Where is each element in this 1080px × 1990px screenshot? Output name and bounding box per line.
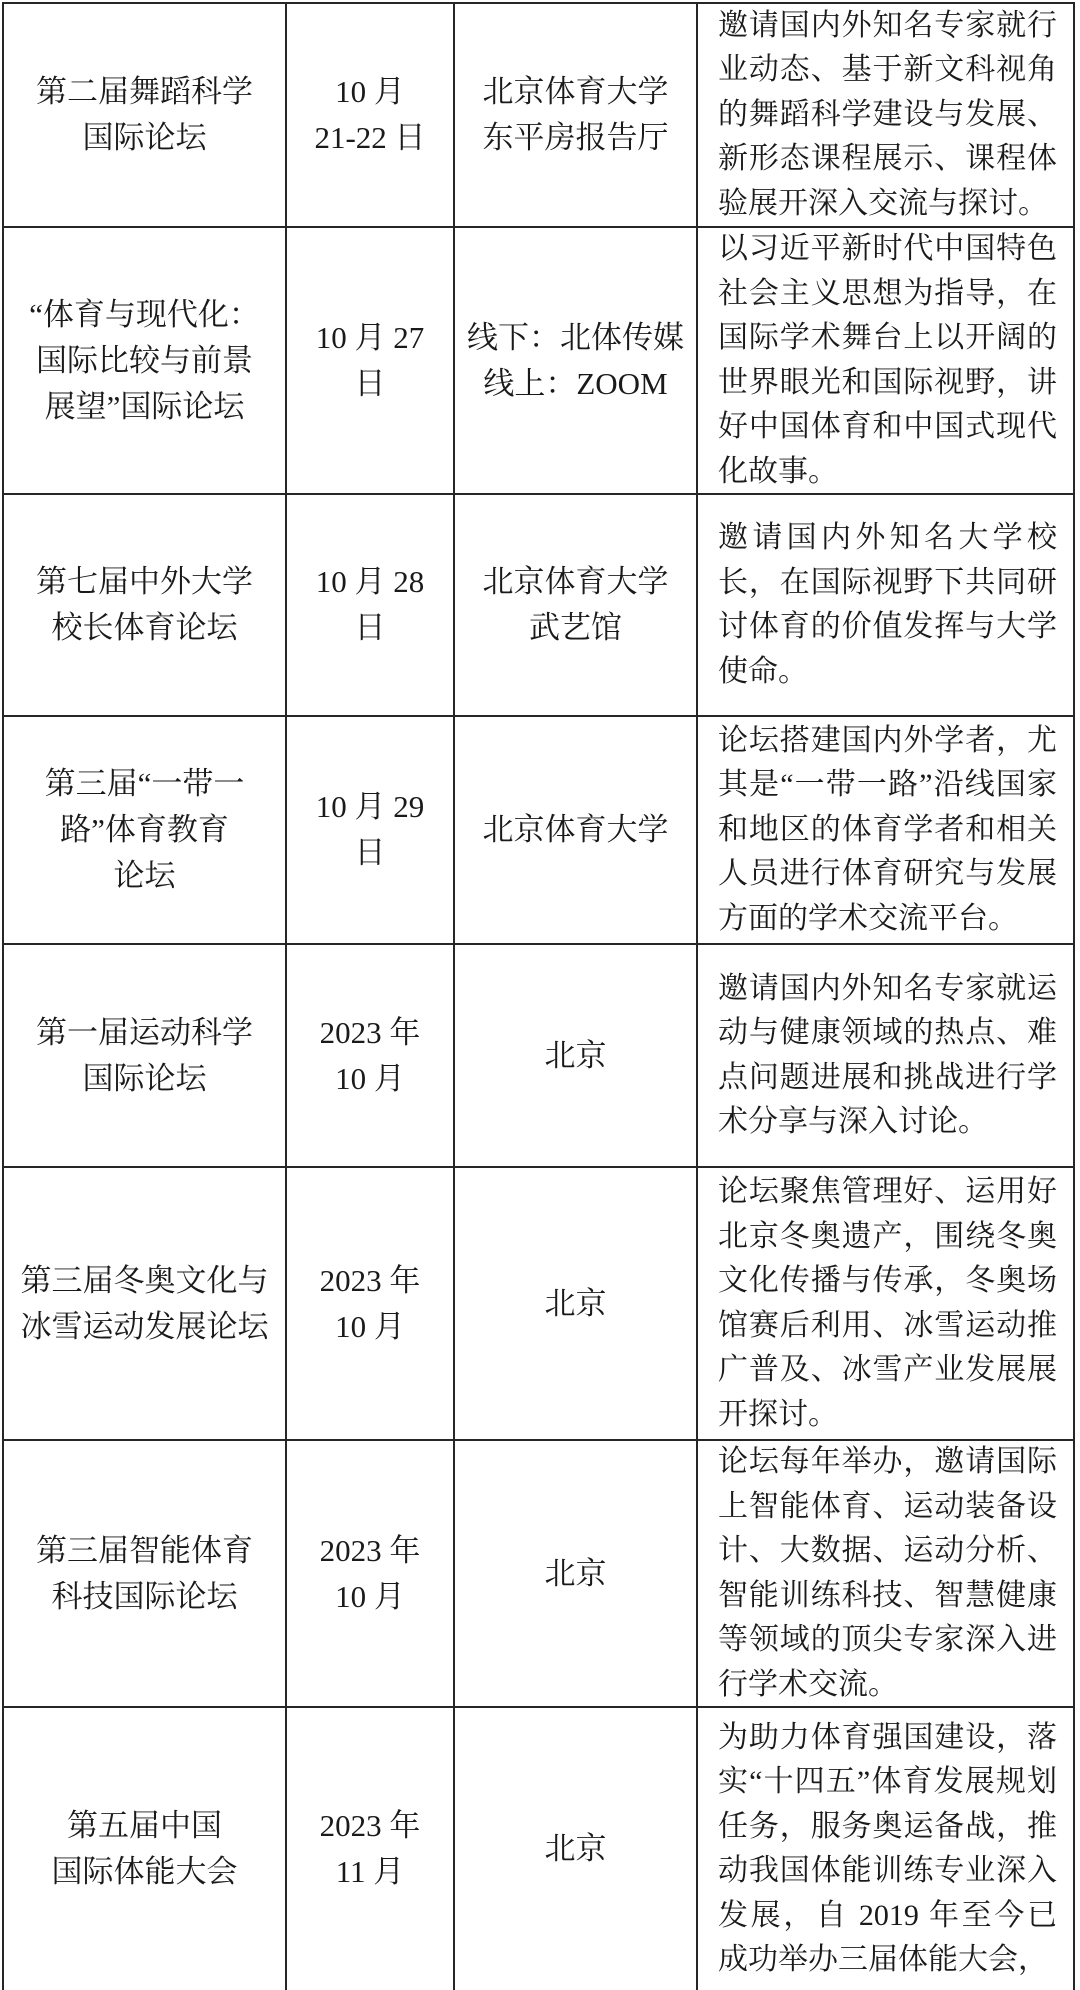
event-description-cell: [698, 495, 1075, 715]
event-description-text: 论坛每年举办，邀请国际上智能体育、运动装备设计、大数据、运动分析、智能训练科技、智慧健康等领域的顶尖专家深入进行学术交流。: [718, 1445, 1057, 1701]
event-name-line: 校长体育论坛: [51, 610, 238, 645]
event-date-cell: [287, 1168, 455, 1439]
event-location-cell: [455, 1168, 698, 1439]
table-row: [4, 228, 1075, 495]
table-row: [4, 945, 1075, 1168]
event-description-cell: [698, 945, 1075, 1166]
event-location-cell: [455, 1708, 698, 1990]
event-description-text: 为助力体育强国建设，落实“十四五”体育发展规划任务，服务奥运备战，推动我国体能训练专业深入发展，自 2019 年至今已成功举办三届体能大会，: [718, 1720, 1057, 1976]
event-date-line: 日: [354, 610, 386, 645]
event-date-line: 2023 年: [319, 1014, 421, 1050]
event-location-cell: [455, 4, 698, 226]
event-date-line: 10 月 27: [315, 319, 425, 355]
event-description-text: 论坛聚焦管理好、运用好北京冬奥遗产，围绕冬奥文化传播与传承，冬奥场馆赛后利用、冰雪运动推广普及、冰雪产业发展展开探讨。: [718, 1175, 1057, 1431]
event-date-line: 2023 年: [319, 1262, 421, 1298]
event-date-line: 21-22 日: [314, 120, 426, 155]
event-location-line: 武艺馆: [529, 610, 622, 645]
event-date-line: 日: [354, 835, 386, 870]
table-row: [4, 1708, 1075, 1990]
event-name-cell: [4, 945, 287, 1166]
event-location-line: 北京体育大学: [482, 564, 669, 599]
event-name-cell: [4, 495, 287, 715]
event-name-line: 第五届中国: [67, 1808, 222, 1843]
event-name-line: 科技国际论坛: [51, 1578, 238, 1614]
event-name-cell: [4, 1441, 287, 1706]
event-date-cell: [287, 717, 455, 943]
event-date-cell: [287, 4, 455, 226]
event-description-cell: [698, 1441, 1075, 1706]
event-location-line: 东平房报告厅: [482, 120, 669, 155]
event-location-line: 北京: [544, 1831, 607, 1866]
event-date-cell: [287, 495, 455, 715]
event-date-line: 10 月: [335, 1308, 405, 1344]
event-date-cell: [287, 1441, 455, 1706]
event-name-line: 国际体能大会: [51, 1854, 238, 1889]
table-row: [4, 495, 1075, 717]
table-row: [4, 1168, 1075, 1441]
table-row: [4, 717, 1075, 945]
event-location-cell: [455, 495, 698, 715]
event-date-line: 10 月 29: [315, 789, 425, 824]
event-name-line: 第三届“一带一: [44, 766, 245, 801]
event-name-line: 冰雪运动发展论坛: [20, 1308, 269, 1344]
event-location-line: 线下：北体传媒: [467, 319, 684, 355]
event-description-text: 邀请国内外知名专家就行业动态、基于新文科视角的舞蹈科学建设与发展、新形态课程展示、课程体验展开深入交流与探讨。: [718, 8, 1057, 220]
event-location-cell: [455, 1441, 698, 1706]
event-name-line: 路”体育教育: [60, 812, 229, 847]
event-name-line: 第七届中外大学: [36, 564, 253, 599]
event-date-line: 10 月 28: [315, 564, 425, 599]
event-date-line: 2023 年: [319, 1808, 421, 1843]
event-name-cell: [4, 1708, 287, 1990]
event-name-line: 展望”国际论坛: [44, 388, 245, 424]
event-name-line: 论坛: [113, 858, 176, 893]
event-location-line: 北京体育大学: [482, 74, 669, 109]
event-date-cell: [287, 1708, 455, 1990]
events-table: [2, 2, 1075, 1990]
event-name-line: “体育与现代化：: [29, 296, 260, 332]
event-location-line: 北京体育大学: [482, 812, 669, 847]
event-name-cell: [4, 1168, 287, 1439]
event-name-line: 第三届冬奥文化与: [20, 1262, 269, 1298]
event-location-line: 北京: [544, 1285, 607, 1321]
event-location-cell: [455, 945, 698, 1166]
event-location-cell: [455, 228, 698, 493]
table-row: [4, 4, 1075, 228]
event-description-cell: [698, 228, 1075, 493]
event-description-text: 邀请国内外知名专家就运动与健康领域的热点、难点问题进展和挑战进行学术分享与深入讨论。: [718, 971, 1057, 1138]
event-date-line: 11 月: [335, 1854, 405, 1889]
event-description-cell: [698, 4, 1075, 226]
event-description-text: 以习近平新时代中国特色社会主义思想为指导，在国际学术舞台上以开阔的世界眼光和国际视野，讲好中国体育和中国式现代化故事。: [718, 232, 1057, 488]
event-date-cell: [287, 945, 455, 1166]
event-name-cell: [4, 228, 287, 493]
event-location-line: 线上：ZOOM: [483, 365, 668, 401]
event-date-line: 2023 年: [319, 1532, 421, 1568]
event-date-line: 日: [354, 365, 386, 401]
event-date-line: 10 月: [335, 1060, 405, 1096]
event-description-cell: [698, 717, 1075, 943]
event-name-line: 第一届运动科学: [36, 1014, 253, 1050]
event-description-cell: [698, 1168, 1075, 1439]
event-date-line: 10 月: [335, 1578, 405, 1614]
event-name-line: 第二届舞蹈科学: [36, 74, 253, 109]
event-description-text: 邀请国内外知名大学校长，在国际视野下共同研讨体育的价值发挥与大学使命。: [718, 521, 1057, 688]
table-row: [4, 1441, 1075, 1708]
event-date-cell: [287, 228, 455, 493]
event-location-cell: [455, 717, 698, 943]
event-name-cell: [4, 717, 287, 943]
event-name-line: 国际论坛: [82, 120, 207, 155]
event-name-cell: [4, 4, 287, 226]
event-name-line: 第三届智能体育: [36, 1532, 253, 1568]
event-location-line: 北京: [544, 1555, 607, 1591]
event-location-line: 北京: [544, 1037, 607, 1073]
event-name-line: 国际论坛: [82, 1060, 207, 1096]
event-description-text: 论坛搭建国内外学者，尤其是“一带一路”沿线国家和地区的体育学者和相关人员进行体育研究与发展方面的学术交流平台。: [718, 723, 1057, 935]
event-date-line: 10 月: [335, 74, 405, 109]
event-description-cell: [698, 1708, 1075, 1990]
event-name-line: 国际比较与前景: [36, 342, 253, 378]
